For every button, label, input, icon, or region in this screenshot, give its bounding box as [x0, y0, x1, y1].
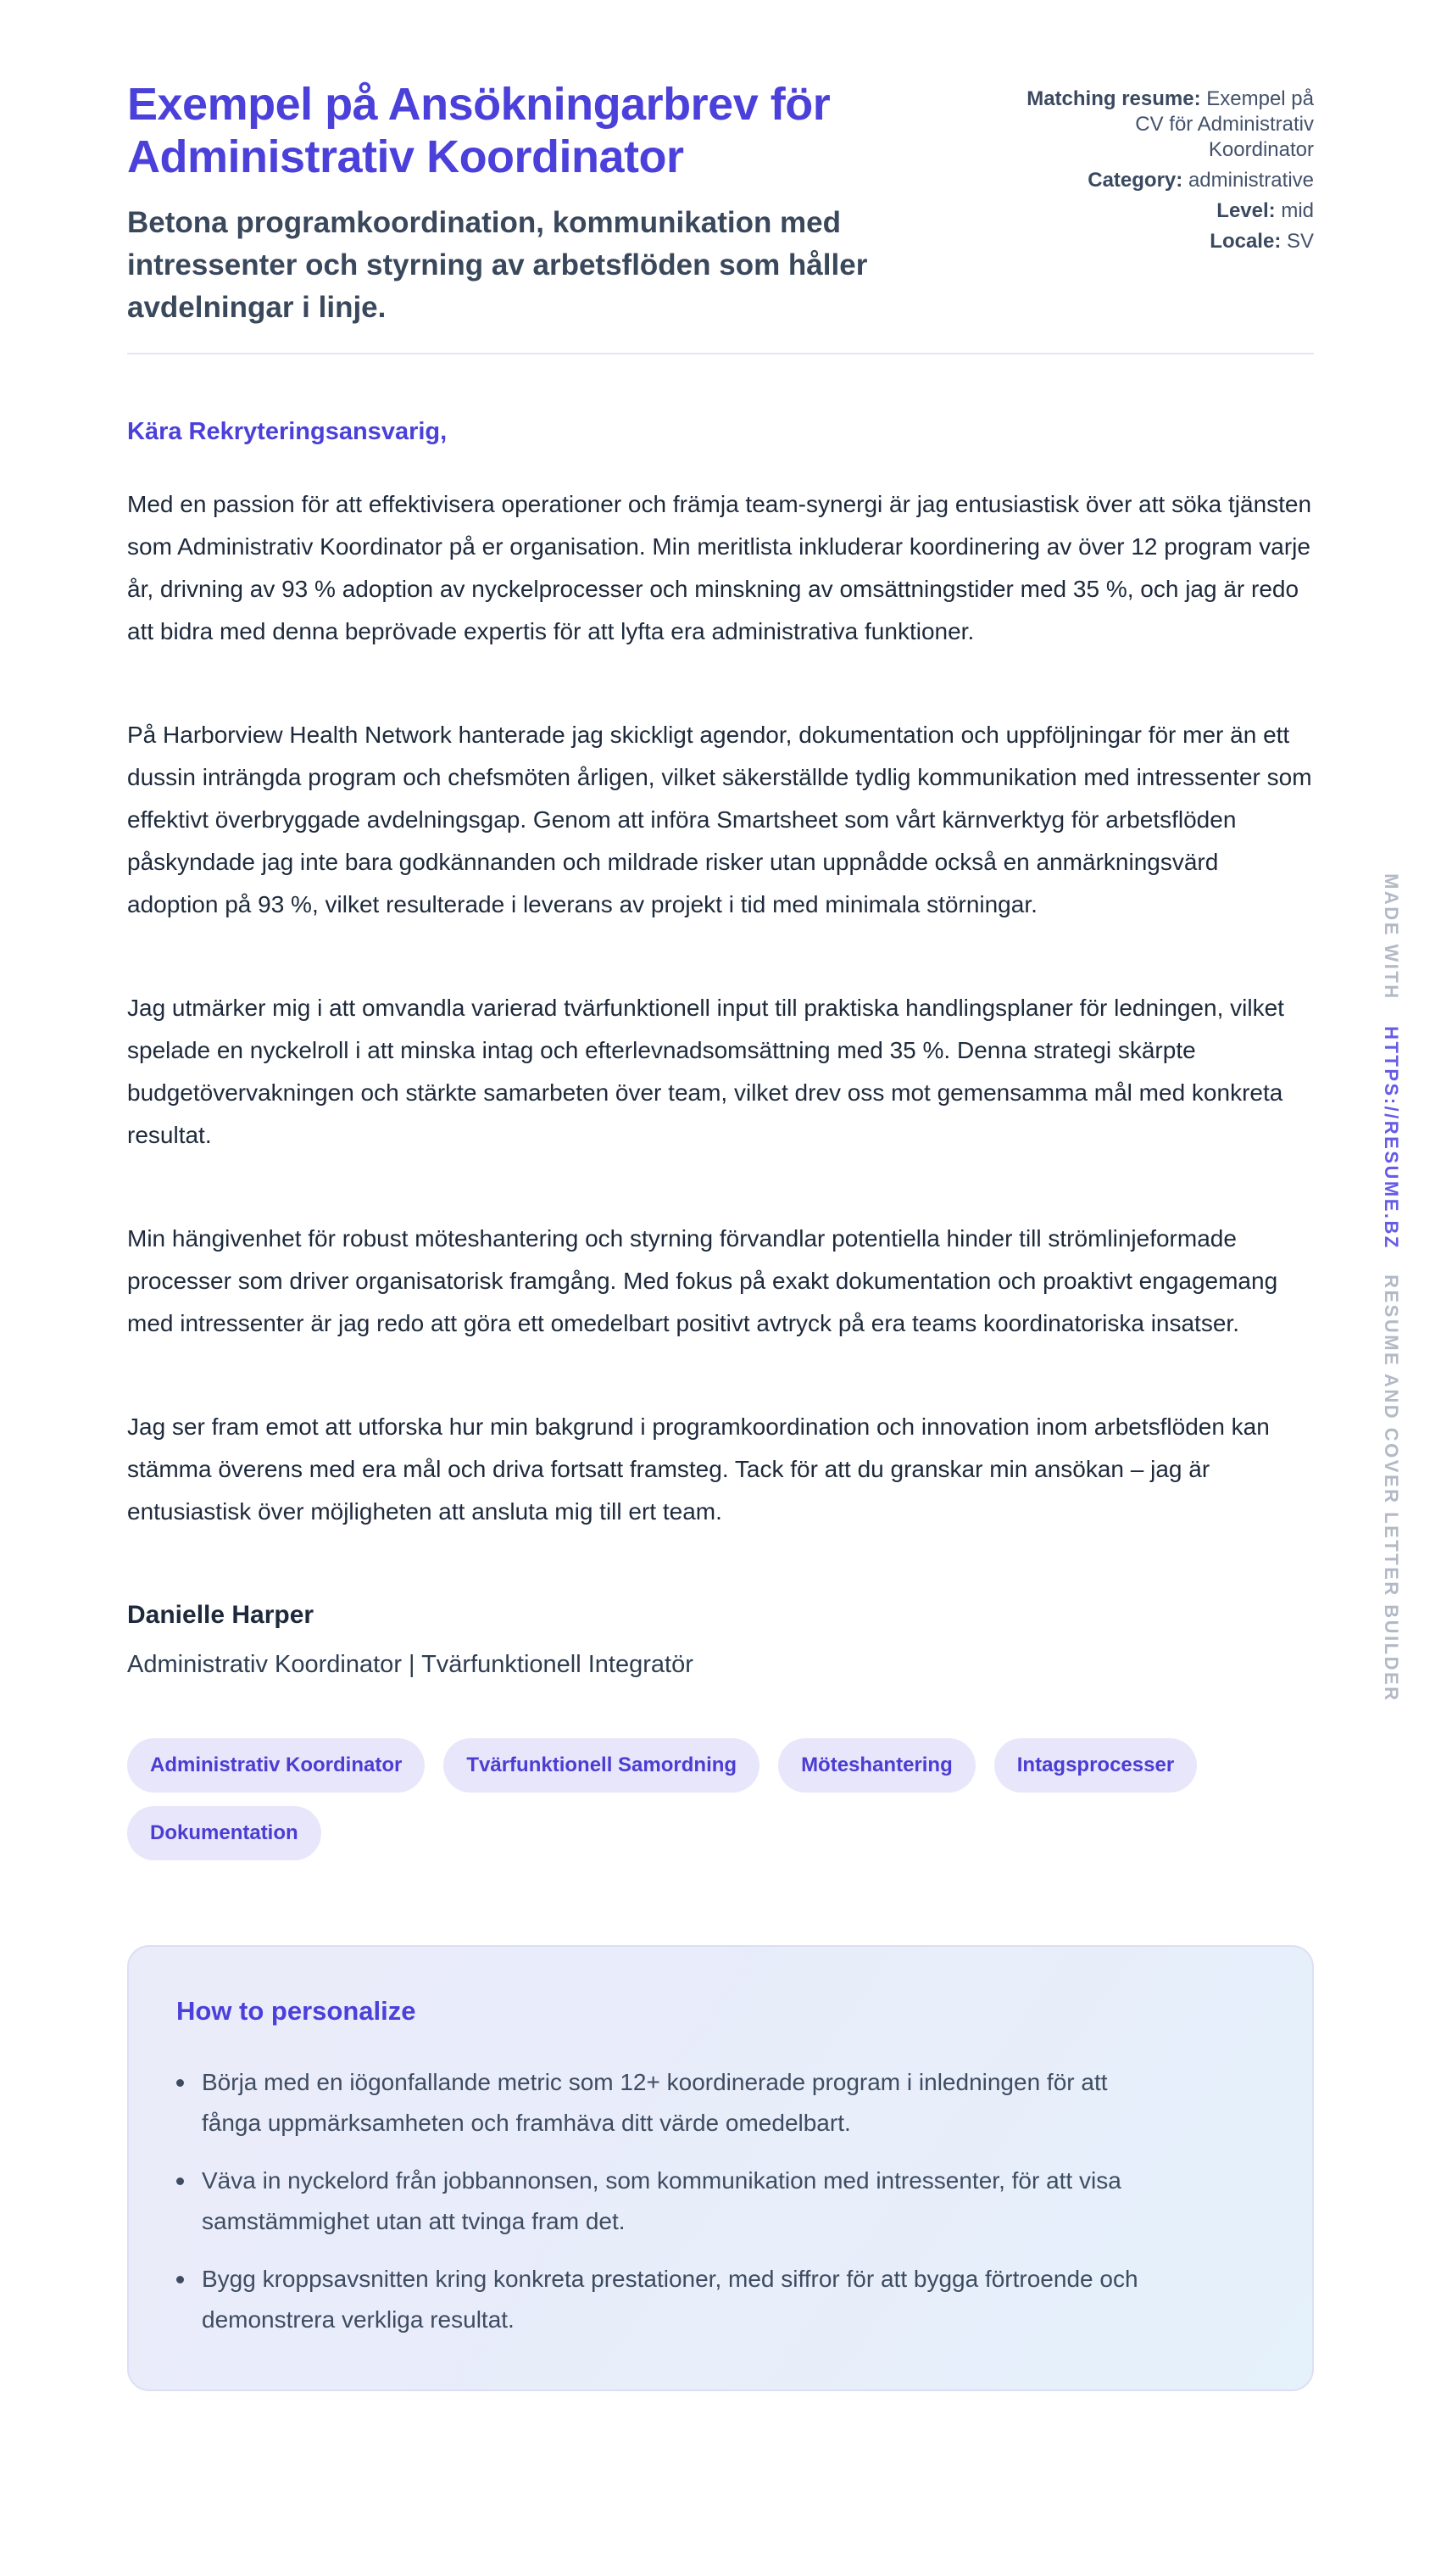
meta-level: [1026, 198, 1314, 224]
meta-locale: [1026, 229, 1314, 254]
tips-card: [127, 1945, 1314, 2391]
tip-item: Väva in nyckelord från jobbannonsen, som kommunikation med intressenter, för att visa samstämmighet utan att tvinga fram det.: [163, 2161, 1171, 2242]
paragraph: Med en passion för att effektivisera operationer och främja team-synergi är jag entusiastisk över att söka tjänsten som Administrativ Koordinator på er organisation. Min meritlista inkluderar koordinering av över 12 program varje år, drivning av 93 % adoption av nyckelprocesser och minskning av omsättningstider med 35 %, och jag är redo att bidra med denna beprövade expertis för att lyfta era administrativa funktioner.: [127, 491, 1312, 644]
paragraph: Min hängivenhet för robust möteshantering och styrning förvandlar potentiella hinder till strömlinjeformade processer som driver organisatorisk framgång. Med fokus på exakt dokumentation och proaktivt engagemang med intressenter är jag redo att göra ett omedelbart positivt avtryck på era teams koordinatoriska insatser.: [127, 1225, 1278, 1336]
page-title: Exempel på Ansökningarbrev för Administrativ Koordinator: [127, 79, 831, 182]
meta-matching-resume: [1026, 86, 1314, 163]
tag-pill[interactable]: Intagsprocesser: [994, 1738, 1197, 1793]
tip-item: Börja med en iögonfallande metric som 12+ koordinerade program i inledningen för att fånga uppmärksamheten och framhäva ditt värde omedelbart.: [163, 2062, 1171, 2144]
paragraph: Jag ser fram emot att utforska hur min bakgrund i programkoordination och innovation inom arbetsflöden kan stämma överens med era mål och driva fortsatt framsteg. Tack för att du granskar min ansökan – jag är entusiastisk över möjligheten att ansluta mig till ert team.: [127, 1413, 1270, 1525]
paragraph: På Harborview Health Network hanterade jag skickligt agendor, dokumentation och uppföljningar för mer än ett dussin inträngda program och chefsmöten årligen, vilket säkerställde tydlig kommunikation med intressenter som effektivt överbryggade avdelningsgap. Genom att införa Smartsheet som vårt kärnverktyg för arbetsflöden påskyndade jag inte bara godkännanden och mildrade risker utan uppnådde också en anmärkningsvärd adoption på 93 %, vilket resulterade i leverans av projekt i tid med minimala störningar.: [127, 722, 1312, 917]
tag-pill[interactable]: Dokumentation: [127, 1806, 321, 1860]
tag-pill[interactable]: Möteshantering: [778, 1738, 976, 1793]
watermark-tagline: RESUME AND COVER LETTER BUILDER: [1381, 1274, 1402, 1703]
meta-label: Category:: [1088, 169, 1183, 192]
letter-body: [127, 410, 1314, 1686]
watermark-link[interactable]: HTTPS://RESUME.BZ: [1381, 1025, 1402, 1250]
meta-value: Exempel på CV för Administrativ Koordinator: [1135, 87, 1314, 161]
header-text-block: [127, 78, 1026, 329]
tag-list: [127, 1738, 1314, 1860]
meta-label: Locale:: [1210, 230, 1282, 253]
page-subtitle: Betona programkoordination, kommunikation med intressenter och styrning av arbetsflöden som håller avdelningar i linje.: [127, 206, 868, 324]
meta-label: Matching resume:: [1027, 87, 1201, 110]
watermark: [1380, 873, 1402, 1703]
tips-list: [163, 2062, 1273, 2340]
signature-role: Administrativ Koordinator | Tvärfunktionell Integratör: [127, 1651, 693, 1678]
tag-pill[interactable]: Administrativ Koordinator: [127, 1738, 425, 1793]
meta-value: mid: [1281, 199, 1314, 222]
divider: [127, 353, 1314, 354]
meta-value: SV: [1286, 230, 1314, 253]
header: [127, 78, 1314, 329]
meta-block: [1026, 86, 1314, 259]
meta-category: [1026, 168, 1314, 193]
tag-pill[interactable]: Tvärfunktionell Samordning: [443, 1738, 759, 1793]
tips-heading: How to personalize: [176, 1996, 416, 2026]
watermark-made-with: MADE WITH: [1381, 873, 1402, 1001]
signature-name: Danielle Harper: [127, 1601, 314, 1629]
tip-item: Bygg kroppsavsnitten kring konkreta prestationer, med siffror för att bygga förtroende och demonstrera verkliga resultat.: [163, 2259, 1171, 2340]
meta-label: Level:: [1216, 199, 1276, 222]
meta-value: administrative: [1188, 169, 1314, 192]
greeting: Kära Rekryteringsansvarig,: [127, 418, 448, 445]
paragraph: Jag utmärker mig i att omvandla varierad tvärfunktionell input till praktiska handlingsplaner för ledningen, vilket spelade en nyckelroll i att minska intag och efterlevnadsomsättning med 35 %. Denna strategi skärpte budgetövervakningen och stärkte samarbeten över team, vilket drev oss mot gemensamma mål med konkreta resultat.: [127, 995, 1284, 1148]
